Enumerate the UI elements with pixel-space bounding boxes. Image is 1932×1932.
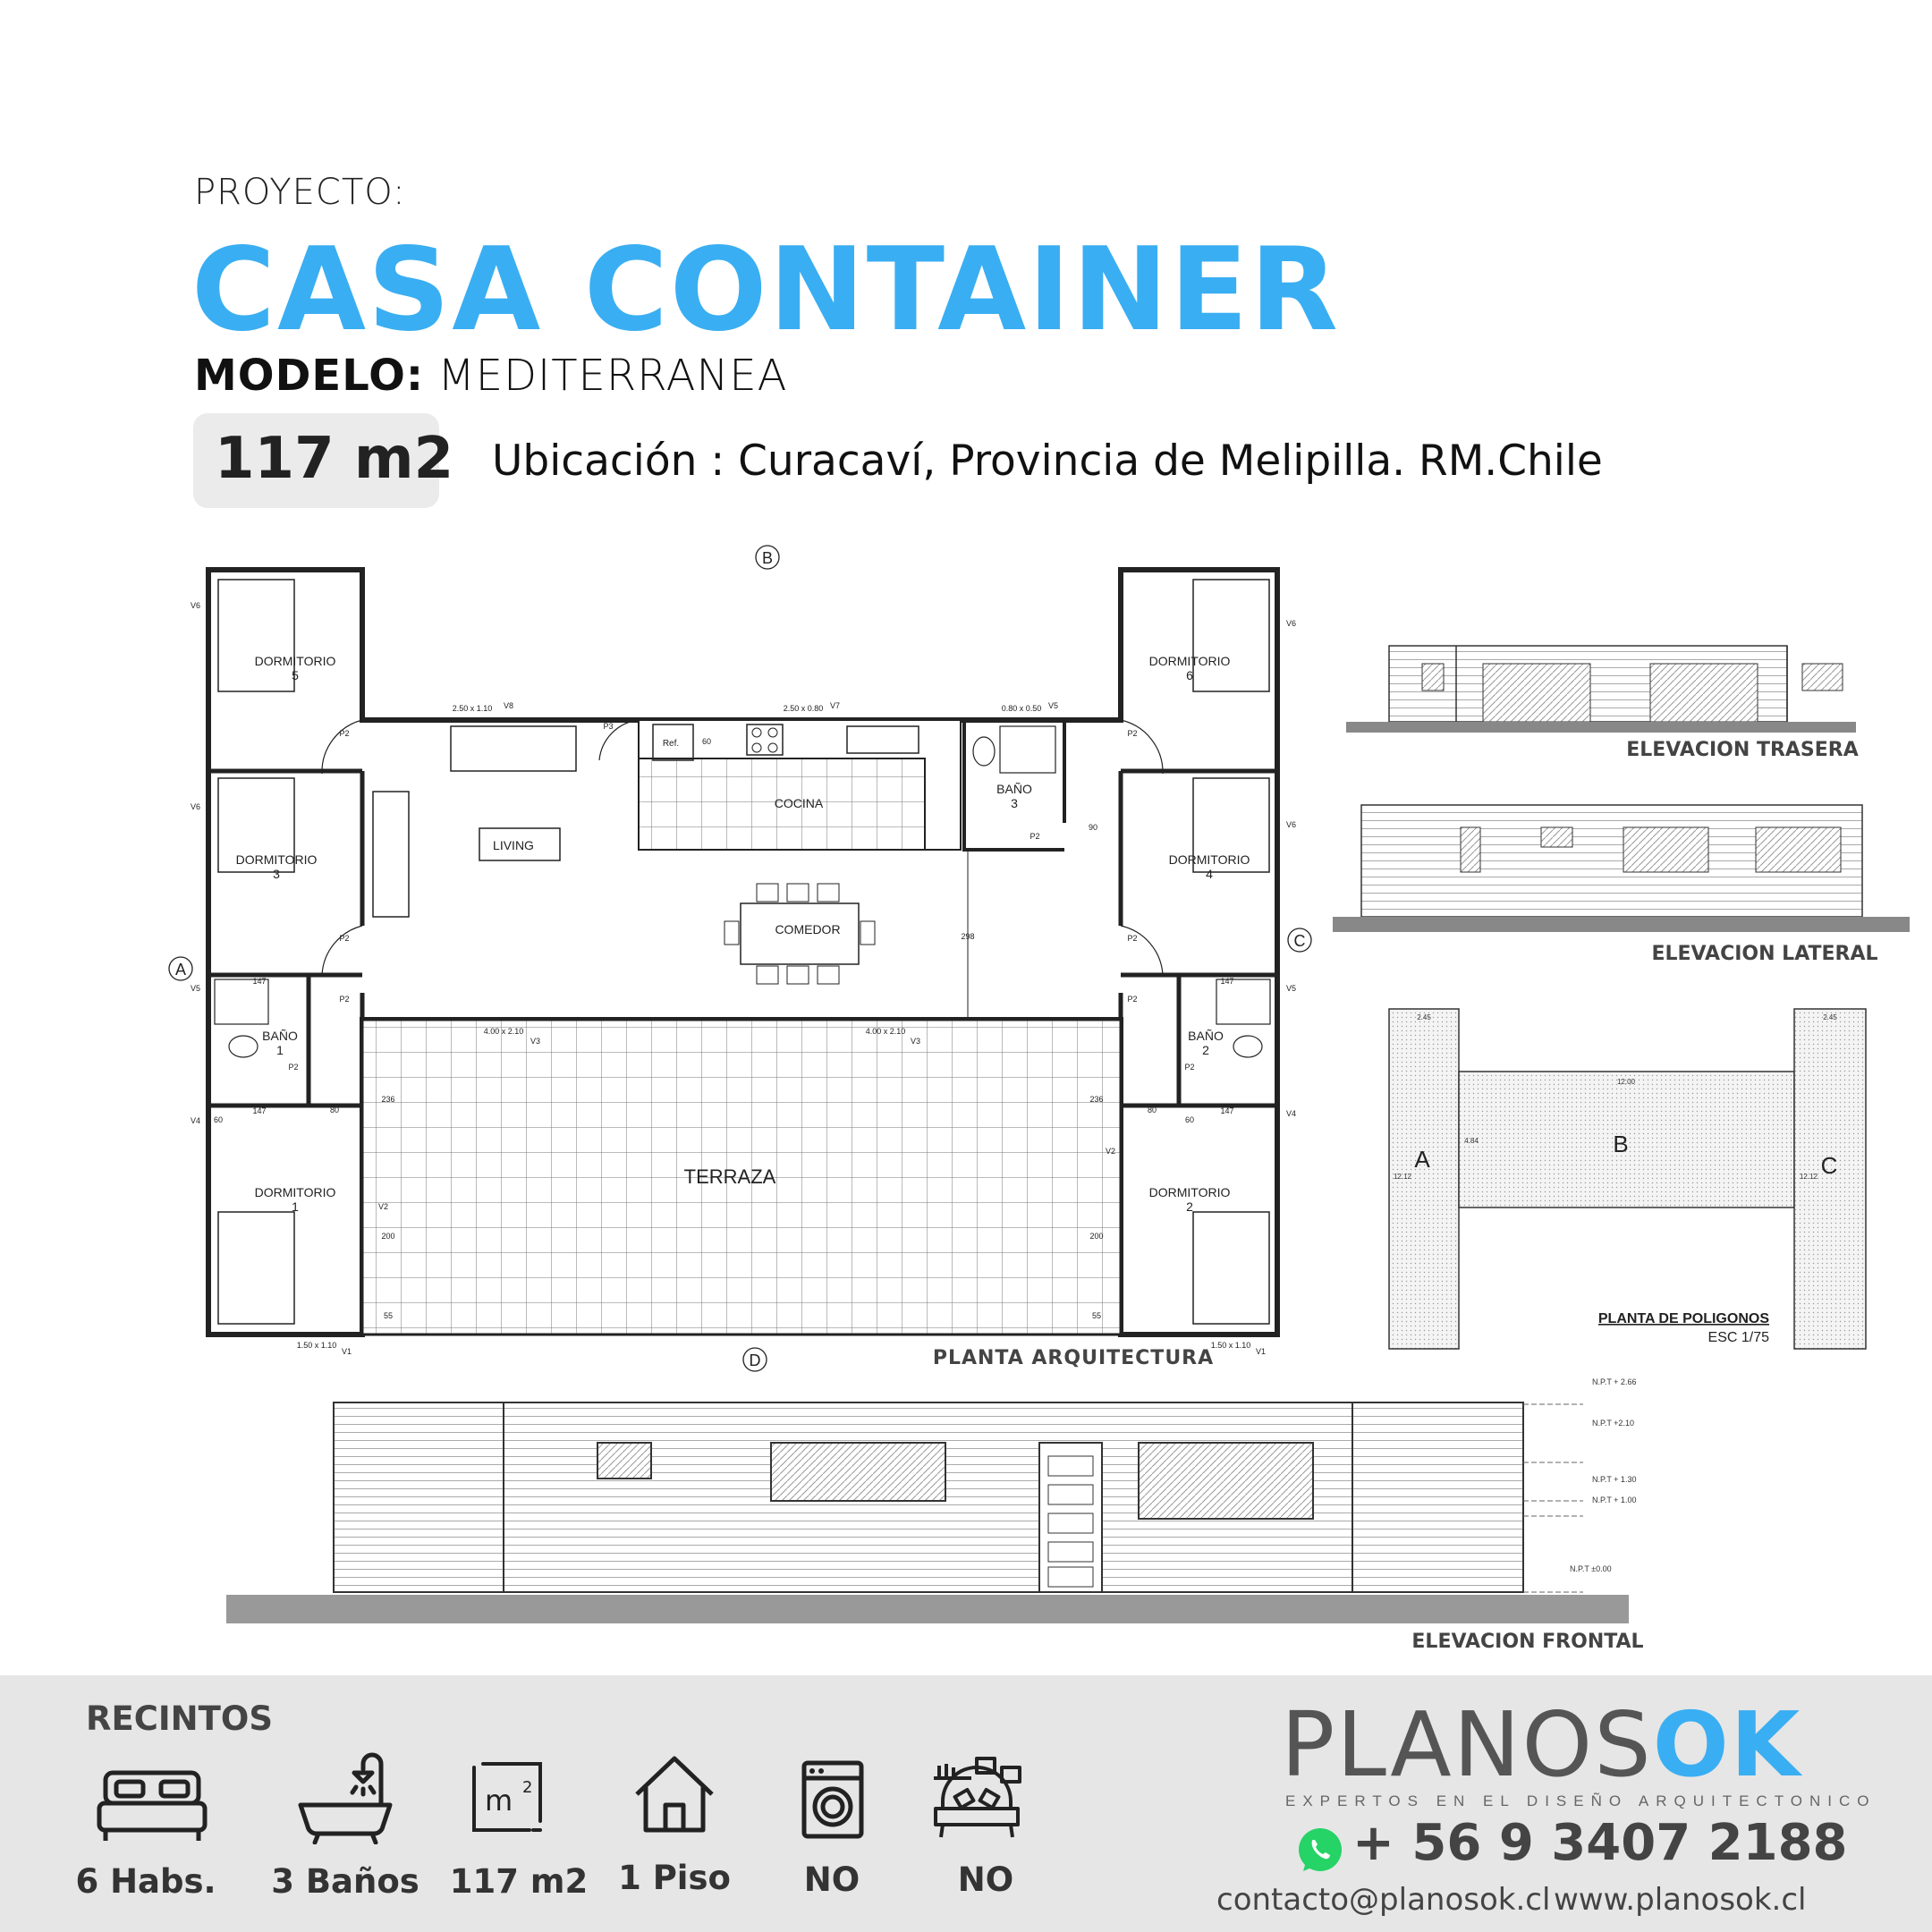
svg-text:V5: V5 [191,984,201,993]
svg-text:V3: V3 [530,1037,541,1046]
model-label: MODELO: [194,351,425,401]
svg-text:V8: V8 [504,701,514,710]
svg-text:N.P.T + 1.30: N.P.T + 1.30 [1592,1475,1637,1484]
svg-text:236: 236 [381,1095,395,1104]
svg-text:200: 200 [381,1232,395,1241]
model-value: MEDITERRANEA [437,351,788,401]
svg-text:V4: V4 [191,1116,201,1125]
svg-text:N.P.T + 1.00: N.P.T + 1.00 [1592,1496,1637,1504]
svg-text:C: C [1293,932,1306,950]
area-value: 117 m2 [215,426,454,492]
svg-text:80: 80 [329,1106,340,1114]
area-m2-icon [470,1758,546,1834]
svg-text:V6: V6 [1286,619,1297,628]
bathrooms-label: 3 Baños [271,1862,419,1901]
room-label: DORMITORIO [1168,852,1250,867]
room-label: DORMITORIO [254,1185,336,1199]
svg-text:P2: P2 [1127,995,1138,1004]
svg-text:60: 60 [213,1115,224,1124]
project-title: CASA CONTAINER [191,224,1340,357]
room-label: DORMITORIO [254,654,336,668]
room-number: 2 [1186,1199,1193,1214]
bedrooms-label: 6 Habs. [75,1862,216,1901]
furnished-living-icon [930,1755,1023,1846]
svg-text:V4: V4 [1286,1109,1297,1118]
svg-text:P2: P2 [1184,1063,1195,1072]
svg-text:2.45: 2.45 [1823,1013,1837,1021]
polygon-plan-scale: ESC 1/75 [1707,1330,1769,1345]
svg-text:N.P.T +2.10: N.P.T +2.10 [1592,1419,1634,1428]
svg-text:236: 236 [1089,1095,1104,1104]
svg-text:147: 147 [1220,977,1234,986]
elevation-side-title: ELEVACION LATERAL [1651,943,1878,965]
bed-icon [97,1769,208,1843]
svg-text:P3: P3 [603,722,614,731]
svg-text:147: 147 [252,977,267,986]
washing-machine-icon [801,1760,864,1839]
svg-text:V6: V6 [1286,820,1297,829]
room-label: TERRAZA [683,1165,776,1188]
svg-text:C: C [1820,1152,1838,1179]
brand-tagline: EXPERTOS EN EL DISEÑO ARQUITECTONICO [1285,1792,1877,1809]
svg-text:P2: P2 [1127,729,1138,738]
brand-logo [1281,1692,1801,1797]
svg-text:55: 55 [1091,1311,1102,1320]
floor-plan [208,570,1277,1335]
svg-text:N.P.T ±0.00: N.P.T ±0.00 [1570,1564,1612,1573]
fridge-label: Ref. [662,739,680,749]
svg-text:V2: V2 [1106,1147,1116,1156]
room-label: DORMITORIO [1148,1185,1231,1199]
svg-text:4.00 x 2.10: 4.00 x 2.10 [483,1027,524,1036]
svg-text:P2: P2 [339,729,350,738]
room-label: BAÑO [996,782,1032,796]
room-label: DORMITORIO [235,852,318,867]
svg-text:0.80 x 0.50: 0.80 x 0.50 [1001,704,1042,713]
room-label: COMEDOR [775,922,841,936]
svg-text:147: 147 [252,1106,267,1115]
polygon-plan-title: PLANTA DE POLIGONOS [1597,1311,1769,1326]
svg-text:V3: V3 [911,1037,921,1046]
elevation-rear [1346,646,1856,733]
floors-label: 1 Piso [618,1859,731,1897]
svg-text:V5: V5 [1286,984,1297,993]
svg-text:2.45: 2.45 [1417,1013,1431,1021]
phone-number[interactable]: + 56 9 3407 2188 [1352,1814,1848,1872]
room-number: 3 [273,867,280,881]
svg-text:P2: P2 [1127,934,1138,943]
svg-text:2.50 x 1.10: 2.50 x 1.10 [452,704,493,713]
room-number: 2 [1202,1043,1209,1057]
website-link[interactable]: www.planosok.cl [1554,1882,1807,1918]
svg-text:60: 60 [1184,1115,1195,1124]
plan-title: PLANTA ARQUITECTURA [932,1347,1215,1369]
svg-text:60: 60 [701,737,712,746]
house-icon [633,1755,716,1834]
svg-text:B: B [761,549,774,567]
svg-text:200: 200 [1089,1232,1104,1241]
room-label: LIVING [493,838,534,852]
svg-text:12.12: 12.12 [1799,1173,1818,1181]
svg-text:V5: V5 [1048,701,1059,710]
elevation-rear-title: ELEVACION TRASERA [1626,739,1859,761]
svg-text:P2: P2 [339,995,350,1004]
svg-text:D: D [749,1352,761,1369]
svg-text:4.00 x 2.10: 4.00 x 2.10 [865,1027,906,1036]
furnished-label: NO [957,1860,1014,1899]
room-number: 6 [1186,668,1193,682]
svg-text:B: B [1613,1131,1629,1157]
svg-text:2.50 x 0.80: 2.50 x 0.80 [783,704,824,713]
svg-text:147: 147 [1220,1106,1234,1115]
svg-text:P2: P2 [288,1063,299,1072]
svg-text:N.P.T + 2.66: N.P.T + 2.66 [1592,1377,1637,1386]
svg-text:80: 80 [1147,1106,1157,1114]
polygon-plan [1389,1009,1866,1349]
svg-text:12.12: 12.12 [1393,1173,1412,1181]
level-labels [1570,1377,1636,1573]
svg-text:P2: P2 [1030,832,1040,841]
svg-text:V6: V6 [191,601,201,610]
svg-text:V6: V6 [191,802,201,811]
svg-text:A: A [1414,1146,1430,1173]
room-number: 5 [292,668,299,682]
svg-text:V7: V7 [830,701,841,710]
svg-text:298: 298 [961,932,975,941]
room-label: DORMITORIO [1148,654,1231,668]
recintos-title: RECINTOS [86,1699,273,1738]
room-number: 1 [276,1043,284,1057]
room-number: 4 [1206,867,1213,881]
svg-text:V1: V1 [1256,1347,1267,1356]
email-link[interactable]: contacto@planosok.cl [1216,1882,1551,1918]
svg-text:90: 90 [1088,823,1098,832]
bathtub-icon [297,1751,394,1844]
brand-ok: OK [1652,1692,1802,1797]
svg-text:1.50 x 1.10: 1.50 x 1.10 [296,1341,337,1350]
svg-text:12.00: 12.00 [1616,1078,1636,1086]
svg-text:1.50 x 1.10: 1.50 x 1.10 [1210,1341,1251,1350]
area-label: 117 m2 [449,1862,589,1901]
svg-text:4.84: 4.84 [1464,1137,1479,1145]
laundry-label: NO [803,1860,860,1899]
whatsapp-icon [1294,1825,1346,1877]
svg-text:2: 2 [522,1778,533,1797]
svg-text:m: m [485,1784,513,1818]
room-label: COCINA [774,796,824,810]
elevation-side [1333,805,1910,932]
svg-text:P2: P2 [339,934,350,943]
elevation-front [226,1402,1629,1623]
svg-text:V2: V2 [378,1202,389,1211]
svg-text:A: A [174,961,187,979]
svg-text:V1: V1 [342,1347,352,1356]
project-label: PROYECTO: [194,172,406,213]
elevation-front-title: ELEVACION FRONTAL [1411,1631,1644,1653]
room-label: BAÑO [262,1029,298,1043]
brand-main: PLANOS [1281,1692,1653,1797]
room-number: 1 [292,1199,299,1214]
svg-text:55: 55 [383,1311,394,1320]
room-label: BAÑO [1188,1029,1224,1043]
location-text: Ubicación : Curacaví, Provincia de Melipilla. RM.Chile [492,436,1603,486]
room-number: 3 [1011,796,1018,810]
